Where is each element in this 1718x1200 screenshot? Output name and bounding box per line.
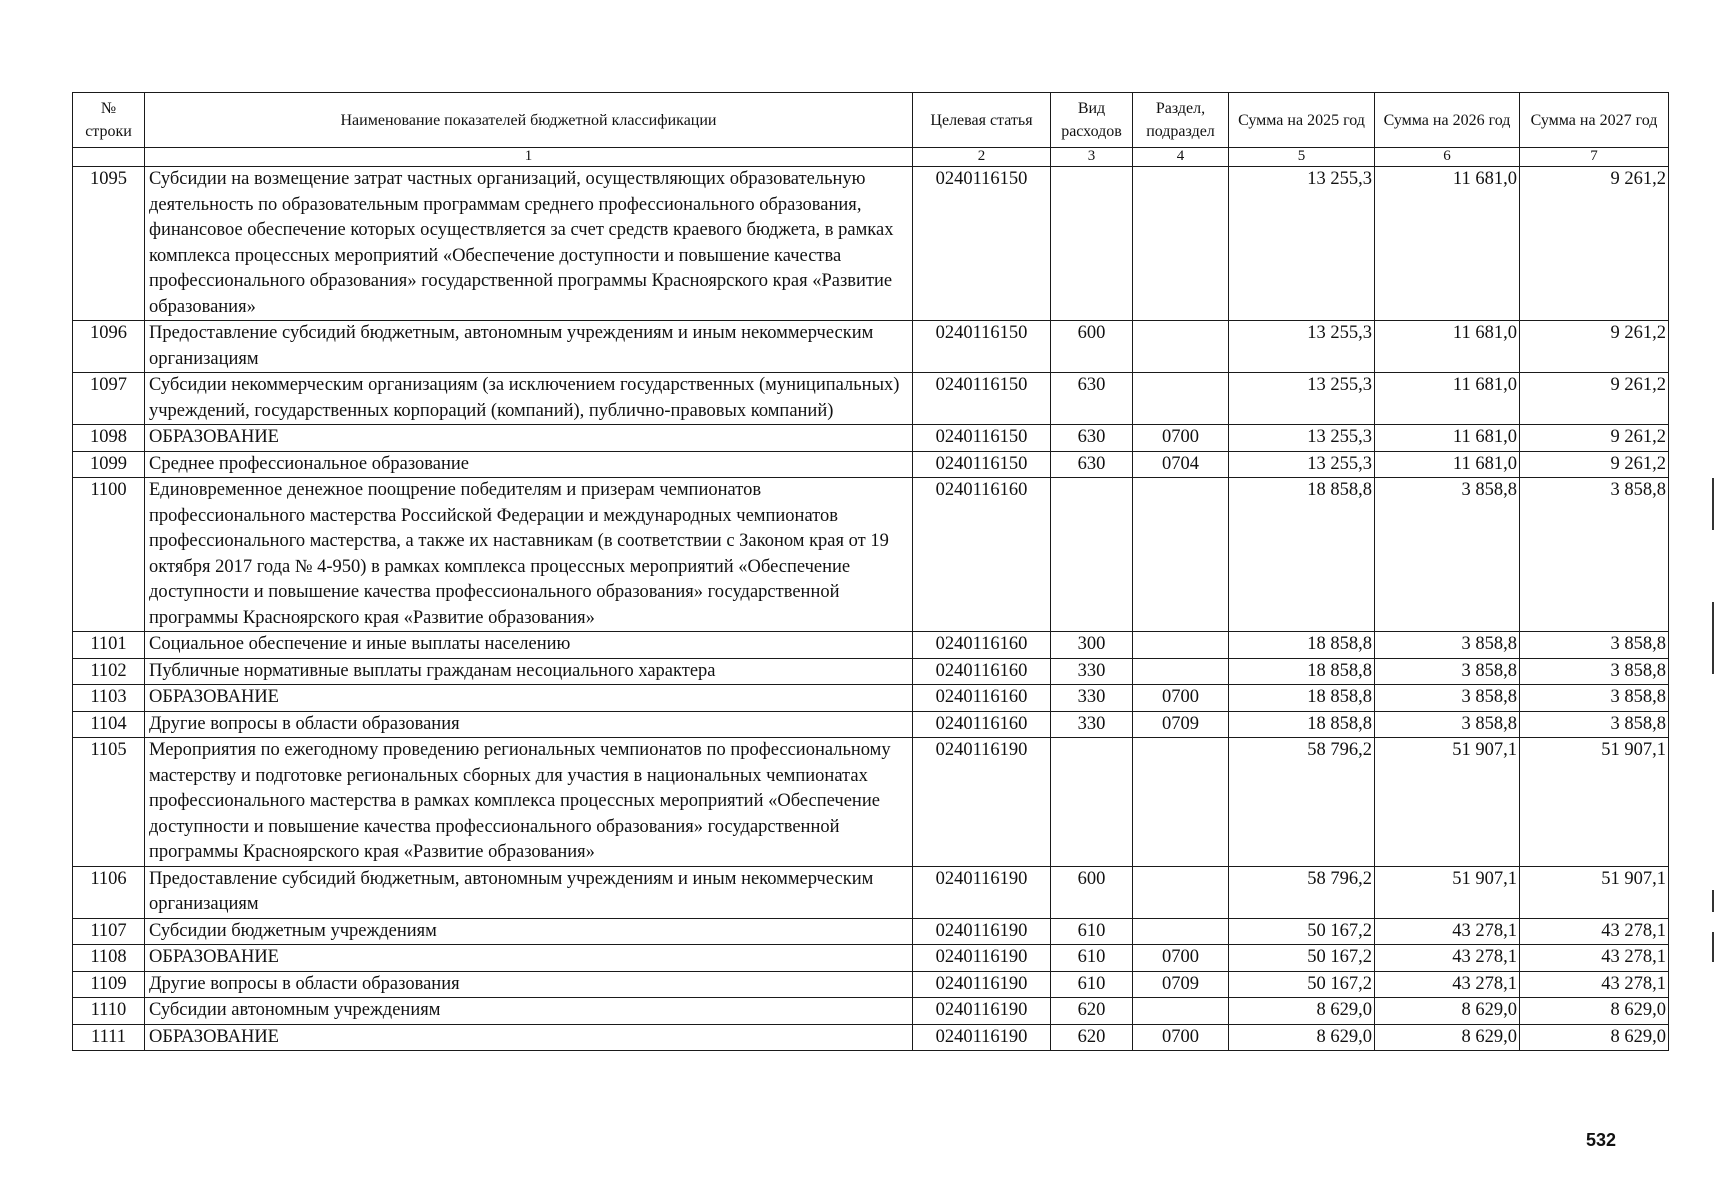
row-section: 0709 — [1133, 711, 1229, 738]
row-number: 1110 — [73, 998, 145, 1025]
row-number: 1099 — [73, 451, 145, 478]
row-expense-type: 610 — [1051, 945, 1133, 972]
row-sum-2027: 43 278,1 — [1520, 971, 1669, 998]
row-sum-2026: 3 858,8 — [1375, 478, 1520, 632]
row-sum-2027: 8 629,0 — [1520, 1024, 1669, 1051]
row-target-article: 0240116150 — [913, 373, 1051, 425]
row-target-article: 0240116190 — [913, 866, 1051, 918]
row-name: Другие вопросы в области образования — [145, 971, 913, 998]
row-sum-2026: 3 858,8 — [1375, 685, 1520, 712]
row-name: Публичные нормативные выплаты гражданам несоциального характера — [145, 658, 913, 685]
row-name: Социальное обеспечение и иные выплаты населению — [145, 632, 913, 659]
row-target-article: 0240116160 — [913, 711, 1051, 738]
header-sum-2027: Сумма на 2027 год — [1520, 93, 1669, 148]
budget-classification-table — [72, 92, 1669, 1051]
row-sum-2026: 43 278,1 — [1375, 918, 1520, 945]
row-sum-2026: 51 907,1 — [1375, 738, 1520, 867]
row-name: Субсидии автономным учреждениям — [145, 998, 913, 1025]
row-number: 1105 — [73, 738, 145, 867]
row-number: 1104 — [73, 711, 145, 738]
row-sum-2026: 11 681,0 — [1375, 425, 1520, 452]
row-sum-2027: 3 858,8 — [1520, 478, 1669, 632]
row-sum-2025: 18 858,8 — [1229, 711, 1375, 738]
row-sum-2025: 50 167,2 — [1229, 945, 1375, 972]
table-row — [73, 321, 1669, 373]
row-sum-2026: 11 681,0 — [1375, 167, 1520, 321]
row-target-article: 0240116190 — [913, 738, 1051, 867]
header-expense-type: Вид расходов — [1051, 93, 1133, 148]
row-sum-2026: 51 907,1 — [1375, 866, 1520, 918]
table-row — [73, 1024, 1669, 1051]
row-sum-2025: 8 629,0 — [1229, 998, 1375, 1025]
row-sum-2026: 11 681,0 — [1375, 373, 1520, 425]
row-section — [1133, 658, 1229, 685]
row-expense-type: 330 — [1051, 711, 1133, 738]
row-sum-2025: 58 796,2 — [1229, 866, 1375, 918]
row-sum-2025: 18 858,8 — [1229, 658, 1375, 685]
row-target-article: 0240116190 — [913, 918, 1051, 945]
scan-edge-mark — [1712, 890, 1714, 912]
table-row — [73, 478, 1669, 632]
row-sum-2026: 8 629,0 — [1375, 1024, 1520, 1051]
row-number: 1111 — [73, 1024, 145, 1051]
column-number: 6 — [1375, 148, 1520, 167]
row-section: 0700 — [1133, 1024, 1229, 1051]
row-name: Субсидии на возмещение затрат частных организаций, осуществляющих образовательную деятельность по образовательным программам среднего профессионального образования, финансовое обеспечение которых осуществляется за счет средств краевого бюджета, в рамках комплекса процессных мероприятий «Обеспечение доступности и повышение качества профессионального образования» государственной программы Красноярского края «Развитие образования» — [145, 167, 913, 321]
column-number: 1 — [145, 148, 913, 167]
row-sum-2027: 43 278,1 — [1520, 918, 1669, 945]
row-expense-type: 610 — [1051, 971, 1133, 998]
row-name: Среднее профессиональное образование — [145, 451, 913, 478]
column-number: 4 — [1133, 148, 1229, 167]
row-number: 1102 — [73, 658, 145, 685]
scan-edge-mark — [1712, 602, 1714, 674]
row-sum-2026: 3 858,8 — [1375, 658, 1520, 685]
row-sum-2027: 51 907,1 — [1520, 738, 1669, 867]
row-target-article: 0240116150 — [913, 451, 1051, 478]
row-number: 1100 — [73, 478, 145, 632]
table-row — [73, 711, 1669, 738]
table-row — [73, 918, 1669, 945]
row-number: 1107 — [73, 918, 145, 945]
row-sum-2027: 9 261,2 — [1520, 373, 1669, 425]
header-sum-2026: Сумма на 2026 год — [1375, 93, 1520, 148]
column-number: 3 — [1051, 148, 1133, 167]
row-number: 1109 — [73, 971, 145, 998]
row-section — [1133, 998, 1229, 1025]
row-number: 1101 — [73, 632, 145, 659]
row-expense-type: 630 — [1051, 373, 1133, 425]
table-header-row — [73, 93, 1669, 148]
row-sum-2027: 3 858,8 — [1520, 658, 1669, 685]
row-sum-2027: 3 858,8 — [1520, 711, 1669, 738]
table-row — [73, 685, 1669, 712]
header-section: Раздел, подраздел — [1133, 93, 1229, 148]
row-name: Мероприятия по ежегодному проведению региональных чемпионатов по профессиональному мастерству и подготовке региональных сборных для участия в национальных чемпионатах профессионального мастерства в рамках комплекса процессных мероприятий «Обеспечение доступности и повышение качества профессионального образования» государственной программы Красноярского края «Развитие образования» — [145, 738, 913, 867]
row-section — [1133, 866, 1229, 918]
row-number: 1095 — [73, 167, 145, 321]
row-sum-2025: 18 858,8 — [1229, 685, 1375, 712]
row-sum-2026: 3 858,8 — [1375, 711, 1520, 738]
row-sum-2025: 13 255,3 — [1229, 425, 1375, 452]
row-sum-2027: 3 858,8 — [1520, 685, 1669, 712]
row-section — [1133, 321, 1229, 373]
row-number: 1108 — [73, 945, 145, 972]
row-expense-type — [1051, 738, 1133, 867]
table-row — [73, 167, 1669, 321]
table-body — [73, 167, 1669, 1051]
row-target-article: 0240116190 — [913, 971, 1051, 998]
row-sum-2025: 50 167,2 — [1229, 918, 1375, 945]
row-sum-2025: 13 255,3 — [1229, 451, 1375, 478]
row-expense-type: 630 — [1051, 425, 1133, 452]
row-sum-2026: 43 278,1 — [1375, 971, 1520, 998]
row-sum-2025: 18 858,8 — [1229, 632, 1375, 659]
row-sum-2027: 3 858,8 — [1520, 632, 1669, 659]
row-section: 0704 — [1133, 451, 1229, 478]
row-section: 0700 — [1133, 945, 1229, 972]
row-name: Субсидии некоммерческим организациям (за исключением государственных (муниципальных) учреждений, государственных корпораций (компаний), публично-правовых компаний) — [145, 373, 913, 425]
row-expense-type: 330 — [1051, 685, 1133, 712]
row-number: 1096 — [73, 321, 145, 373]
row-section — [1133, 918, 1229, 945]
column-number: 7 — [1520, 148, 1669, 167]
row-sum-2027: 9 261,2 — [1520, 321, 1669, 373]
header-name: Наименование показателей бюджетной классификации — [145, 93, 913, 148]
scan-edge-mark — [1712, 932, 1714, 962]
row-name: Единовременное денежное поощрение победителям и призерам чемпионатов профессионального мастерства Российской Федерации и международных чемпионатов профессионального мастерства, а также их наставникам (в соответствии с Законом края от 19 октября 2017 года № 4-950) в рамках комплекса процессных мероприятий «Обеспечение доступности и повышение качества профессионального образования» государственной программы Красноярского края «Развитие образования» — [145, 478, 913, 632]
column-number: 5 — [1229, 148, 1375, 167]
header-target-article: Целевая статья — [913, 93, 1051, 148]
row-sum-2025: 13 255,3 — [1229, 321, 1375, 373]
row-number: 1098 — [73, 425, 145, 452]
row-sum-2026: 11 681,0 — [1375, 321, 1520, 373]
row-target-article: 0240116190 — [913, 1024, 1051, 1051]
row-sum-2025: 58 796,2 — [1229, 738, 1375, 867]
row-section — [1133, 167, 1229, 321]
row-name: Предоставление субсидий бюджетным, автономным учреждениям и иным некоммерческим организациям — [145, 321, 913, 373]
table-row — [73, 632, 1669, 659]
scan-edge-mark — [1712, 478, 1714, 530]
row-target-article: 0240116160 — [913, 685, 1051, 712]
row-section: 0700 — [1133, 425, 1229, 452]
row-section — [1133, 478, 1229, 632]
row-expense-type: 620 — [1051, 998, 1133, 1025]
row-sum-2025: 13 255,3 — [1229, 373, 1375, 425]
table-row — [73, 373, 1669, 425]
row-sum-2027: 43 278,1 — [1520, 945, 1669, 972]
row-target-article: 0240116160 — [913, 478, 1051, 632]
row-expense-type: 630 — [1051, 451, 1133, 478]
table-row — [73, 866, 1669, 918]
row-name: ОБРАЗОВАНИЕ — [145, 685, 913, 712]
column-number-row — [73, 148, 1669, 167]
row-sum-2027: 9 261,2 — [1520, 167, 1669, 321]
header-sum-2025: Сумма на 2025 год — [1229, 93, 1375, 148]
row-sum-2026: 11 681,0 — [1375, 451, 1520, 478]
row-sum-2026: 8 629,0 — [1375, 998, 1520, 1025]
page-number: 532 — [1586, 1130, 1617, 1150]
row-target-article: 0240116150 — [913, 321, 1051, 373]
row-sum-2025: 13 255,3 — [1229, 167, 1375, 321]
row-sum-2026: 43 278,1 — [1375, 945, 1520, 972]
row-expense-type: 600 — [1051, 321, 1133, 373]
column-number: 2 — [913, 148, 1051, 167]
row-section — [1133, 632, 1229, 659]
row-target-article: 0240116190 — [913, 945, 1051, 972]
row-expense-type — [1051, 478, 1133, 632]
row-name: ОБРАЗОВАНИЕ — [145, 425, 913, 452]
row-target-article: 0240116160 — [913, 658, 1051, 685]
row-target-article: 0240116160 — [913, 632, 1051, 659]
table-row — [73, 451, 1669, 478]
row-sum-2026: 3 858,8 — [1375, 632, 1520, 659]
row-expense-type: 330 — [1051, 658, 1133, 685]
row-sum-2027: 8 629,0 — [1520, 998, 1669, 1025]
row-sum-2025: 18 858,8 — [1229, 478, 1375, 632]
row-sum-2027: 9 261,2 — [1520, 451, 1669, 478]
row-target-article: 0240116190 — [913, 998, 1051, 1025]
header-row-no: № строки — [73, 93, 145, 148]
row-sum-2027: 51 907,1 — [1520, 866, 1669, 918]
row-sum-2025: 50 167,2 — [1229, 971, 1375, 998]
row-target-article: 0240116150 — [913, 167, 1051, 321]
row-sum-2027: 9 261,2 — [1520, 425, 1669, 452]
row-section — [1133, 738, 1229, 867]
row-sum-2025: 8 629,0 — [1229, 1024, 1375, 1051]
row-expense-type: 610 — [1051, 918, 1133, 945]
row-expense-type: 600 — [1051, 866, 1133, 918]
row-expense-type — [1051, 167, 1133, 321]
row-name: Предоставление субсидий бюджетным, автономным учреждениям и иным некоммерческим организациям — [145, 866, 913, 918]
table-row — [73, 998, 1669, 1025]
row-section: 0709 — [1133, 971, 1229, 998]
row-section — [1133, 373, 1229, 425]
row-section: 0700 — [1133, 685, 1229, 712]
row-target-article: 0240116150 — [913, 425, 1051, 452]
row-expense-type: 300 — [1051, 632, 1133, 659]
table-row — [73, 425, 1669, 452]
table-row — [73, 945, 1669, 972]
row-name: Субсидии бюджетным учреждениям — [145, 918, 913, 945]
row-name: Другие вопросы в области образования — [145, 711, 913, 738]
table-row — [73, 738, 1669, 867]
table-row — [73, 971, 1669, 998]
budget-document — [72, 92, 1668, 1051]
row-name: ОБРАЗОВАНИЕ — [145, 1024, 913, 1051]
row-number: 1097 — [73, 373, 145, 425]
row-number: 1103 — [73, 685, 145, 712]
row-expense-type: 620 — [1051, 1024, 1133, 1051]
column-number — [73, 148, 145, 167]
row-name: ОБРАЗОВАНИЕ — [145, 945, 913, 972]
row-number: 1106 — [73, 866, 145, 918]
table-row — [73, 658, 1669, 685]
